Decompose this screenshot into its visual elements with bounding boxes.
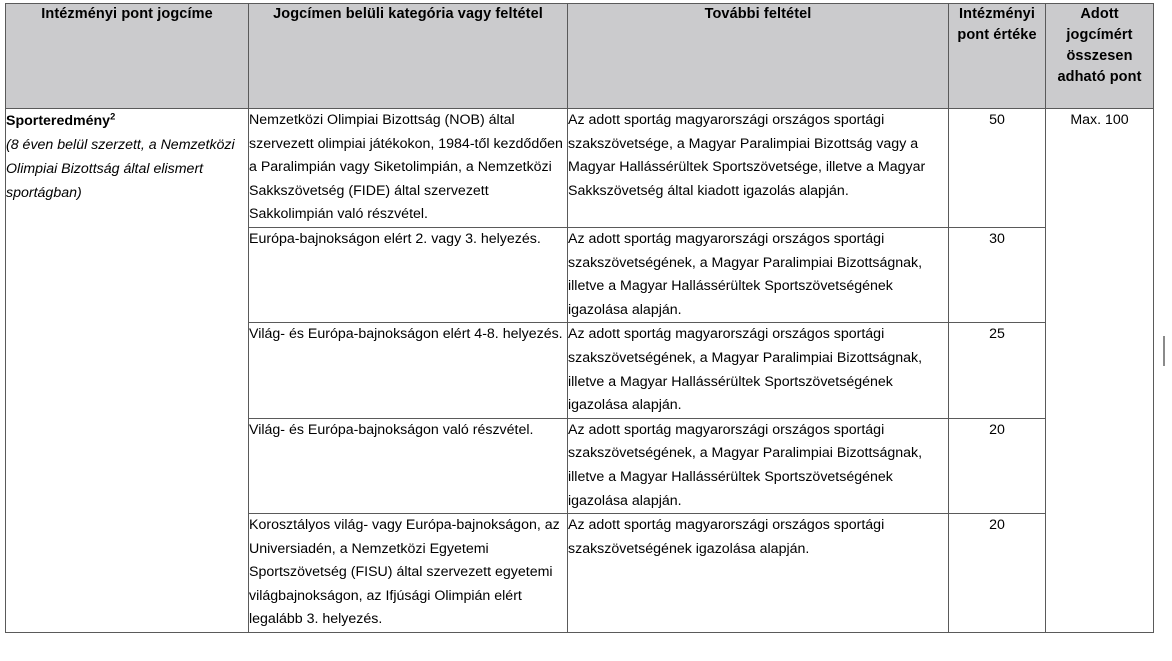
- cell-points: 20: [949, 418, 1046, 513]
- cell-points: 50: [949, 109, 1046, 228]
- cell-total-points: Max. 100: [1046, 109, 1154, 633]
- table-body: [6, 109, 1154, 633]
- table-header-row: [6, 4, 1154, 109]
- row-title-bold: [6, 109, 248, 133]
- cell-condition: Az adott sportág magyarországi országos sportági szakszövetsége, a Magyar Paralimpiai Bizottság vagy a Magyar Hallássérültek Sportszövetsége, illetve a Magyar Sakkszövetség által kiadott igazolás alapján.: [568, 109, 949, 228]
- row-title-text: Sporteredmény: [6, 113, 111, 129]
- column-header-osszesen-adhato-pont: Adott jogcímért összesen adható pont: [1046, 4, 1154, 109]
- cell-points: 25: [949, 323, 1046, 418]
- row-title-italic-note: (8 éven belül szerzett, a Nemzetközi Olimpiai Bizottság által elismert sportágban): [6, 137, 235, 201]
- cell-points: 30: [949, 227, 1046, 322]
- table-row: [6, 109, 1154, 228]
- column-header-pont-erteke: Intézményi pont értéke: [949, 4, 1046, 109]
- scoring-criteria-table: [5, 3, 1154, 633]
- cell-condition: Az adott sportág magyarországi országos sportági szakszövetségének, a Magyar Paralimpiai Bizottságnak, illetve a Magyar Hallássérültek Sportszövetségének igazolása alapján.: [568, 227, 949, 322]
- cell-category: Európa-bajnokságon elért 2. vagy 3. helyezés.: [249, 227, 568, 322]
- cell-condition: Az adott sportág magyarországi országos sportági szakszövetségének, a Magyar Paralimpiai Bizottságnak, illetve a Magyar Hallássérültek Sportszövetségének igazolása alapján.: [568, 418, 949, 513]
- cell-category: Nemzetközi Olimpiai Bizottság (NOB) által szervezett olimpiai játékokon, 1984-től kezdődően a Paralimpián vagy Siketolimpián, a Nemzetközi Sakkszövetség (FIDE) által szervezett Sakkolimpián való részvétel.: [249, 109, 568, 228]
- row-title-superscript: 2: [110, 111, 116, 122]
- table-header: [6, 4, 1154, 109]
- cell-points: 20: [949, 514, 1046, 633]
- cell-category: Korosztályos világ- vagy Európa-bajnokságon, az Universiadén, a Nemzetközi Egyetemi Sportszövetség (FISU) által szervezett egyetemi világbajnokságon, az Ifjúsági Olimpián elért legalább 3. helyezés.: [249, 514, 568, 633]
- page-edge-marker: [1163, 336, 1165, 366]
- cell-category: Világ- és Európa-bajnokságon való részvétel.: [249, 418, 568, 513]
- cell-condition: Az adott sportág magyarországi országos sportági szakszövetségének, a Magyar Paralimpiai Bizottságnak, illetve a Magyar Hallássérültek Sportszövetségének igazolása alapján.: [568, 323, 949, 418]
- column-header-jogcim: Intézményi pont jogcíme: [6, 4, 249, 109]
- cell-category: Világ- és Európa-bajnokságon elért 4-8. helyezés.: [249, 323, 568, 418]
- column-header-kategoria: Jogcímen belüli kategória vagy feltétel: [249, 4, 568, 109]
- column-header-tovabbi-feltetel: További feltétel: [568, 4, 949, 109]
- cell-condition: Az adott sportág magyarországi országos sportági szakszövetségének igazolása alapján.: [568, 514, 949, 633]
- row-title-sporteredmeny: [6, 109, 249, 633]
